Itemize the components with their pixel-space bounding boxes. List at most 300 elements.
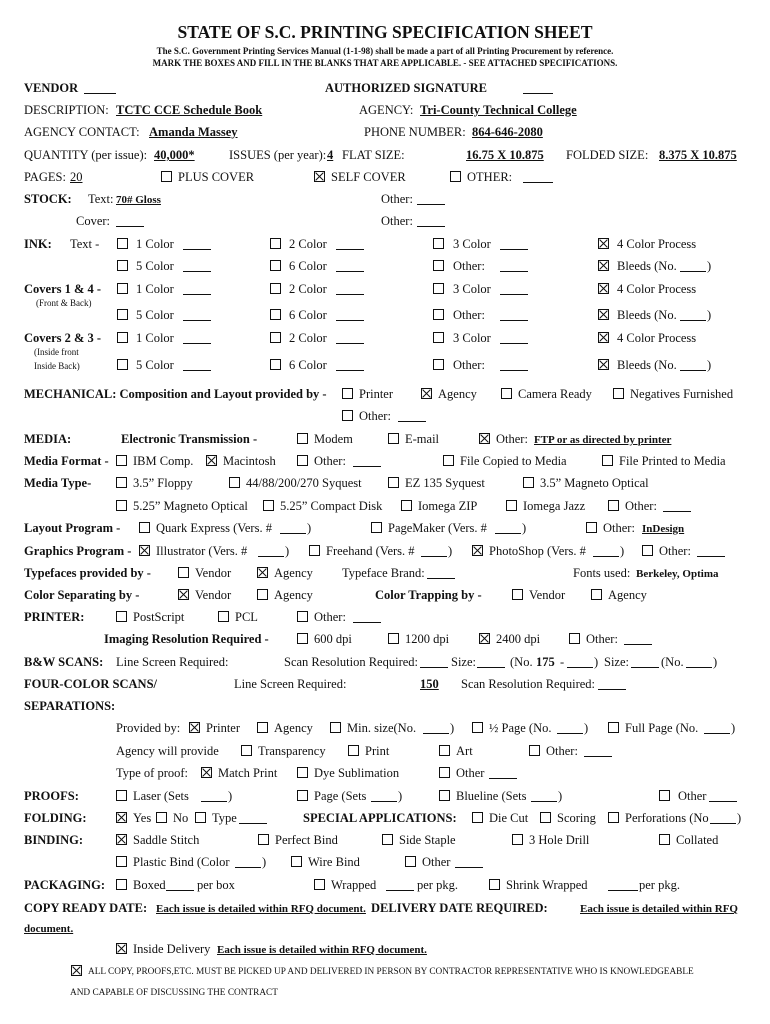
sep-agency-label: Agency [274, 588, 313, 602]
covers-2-3-note2: Inside Back) [34, 361, 80, 371]
bw-no2-blank[interactable] [686, 667, 712, 668]
folding-yes-label: Yes [133, 811, 152, 825]
fonts-used-label: Fonts used: [573, 566, 631, 580]
binding-3-hole-checkbox[interactable] [512, 834, 523, 845]
page-title: STATE OF S.C. PRINTING SPECIFICATION SHEET [177, 22, 593, 42]
folding-no-checkbox[interactable] [156, 812, 167, 823]
covers23-1-color-label: 1 Color [136, 331, 174, 345]
binding-side-staple-checkbox[interactable] [382, 834, 393, 845]
media-modem-label: Modem [314, 432, 353, 446]
media-email-checkbox[interactable] [388, 433, 399, 444]
sep-min-size-blank[interactable] [423, 733, 449, 734]
covers14-3-color-label: 3 Color [453, 282, 491, 296]
copy-ready-date-value[interactable]: Each issue is detailed within RFQ document. [156, 903, 366, 915]
graphics-freehand-version-blank[interactable] [421, 556, 447, 557]
folding-yes-checkbox[interactable] [116, 812, 127, 823]
pages-value[interactable]: 20 [70, 170, 83, 184]
ink-text-2-color-blank[interactable] [336, 249, 364, 250]
separations-label: SEPARATIONS: [24, 699, 116, 713]
format-other-checkbox[interactable] [297, 455, 308, 466]
typefaces-agency-checkbox[interactable] [257, 567, 268, 578]
type-other-blank[interactable] [663, 511, 691, 512]
type-jazz-label: Iomega Jazz [523, 499, 586, 513]
agency-contact-label: AGENCY CONTACT: [24, 125, 140, 139]
covers23-2-color-label: 2 Color [289, 331, 327, 345]
ink-text-other-blank[interactable] [500, 271, 528, 272]
phone-value[interactable]: 864-646-2080 [472, 125, 543, 139]
electronic-transmission-label: Electronic Transmission - [121, 432, 258, 446]
covers23-4-color-label: 4 Color Process [617, 331, 697, 345]
media-other-label: Other: [496, 432, 528, 446]
layout-other-value[interactable]: InDesign [642, 523, 685, 535]
mech-printer-checkbox[interactable] [342, 388, 353, 399]
type-mo35-checkbox[interactable] [523, 477, 534, 488]
bw-size-label: Size: [451, 655, 476, 669]
binding-plastic-checkbox[interactable] [116, 856, 127, 867]
mech-agency-checkbox[interactable] [421, 388, 432, 399]
vendor-blank[interactable] [84, 93, 116, 94]
pack-boxed-checkbox[interactable] [116, 879, 127, 890]
sepprov-printer-checkbox[interactable] [189, 722, 200, 733]
special-applications-label: SPECIAL APPLICATIONS: [303, 811, 457, 825]
type-other-checkbox[interactable] [608, 500, 619, 511]
prov-transparency-checkbox[interactable] [241, 745, 252, 756]
stock-cover-other-label: Other: [381, 214, 413, 228]
type-mo35-label: 3.5” Magneto Optical [540, 476, 649, 490]
prov-other-label: Other: [546, 744, 578, 758]
proofs-page-blank[interactable] [371, 801, 397, 802]
trap-agency-checkbox[interactable] [591, 589, 602, 600]
proof-dye-sub-checkbox[interactable] [297, 767, 308, 778]
ink-text-5-color-label: 5 Color [136, 259, 174, 273]
layout-pagemaker-version-blank[interactable] [495, 533, 521, 534]
sep-vendor-checkbox[interactable] [178, 589, 189, 600]
all-copy-checkbox[interactable] [71, 965, 82, 976]
type-mo525-label: 5.25” Magneto Optical [133, 499, 248, 513]
agency-value[interactable]: Tri-County Technical College [420, 103, 577, 117]
dpi-other-blank[interactable] [624, 644, 652, 645]
other-cover-blank[interactable] [523, 182, 553, 183]
bw-size2-label: Size: [604, 655, 629, 669]
pack-shrink-label: Shrink Wrapped [506, 878, 588, 892]
plus-cover-checkbox[interactable] [161, 171, 172, 182]
covers14-6-color-checkbox[interactable] [270, 309, 281, 320]
ink-text-6-color-blank[interactable] [336, 271, 364, 272]
mech-other-label: Other: [359, 409, 391, 423]
printer-postscript-label: PostScript [133, 610, 185, 624]
covers23-5-color-blank[interactable] [183, 370, 211, 371]
graphics-other-checkbox[interactable] [642, 545, 653, 556]
four-color-scan-resolution-blank[interactable] [598, 689, 626, 690]
agency-will-provide-label: Agency will provide [116, 744, 219, 758]
description-label: DESCRIPTION: [24, 103, 109, 117]
covers-2-3-label: Covers 2 & 3 - [24, 331, 102, 345]
graphics-other-label: Other: [659, 544, 691, 558]
bw-size2-blank[interactable] [631, 667, 659, 668]
covers14-other-blank[interactable] [500, 320, 528, 321]
binding-other-blank[interactable] [455, 867, 483, 868]
ink-text-bleeds-blank[interactable] [680, 271, 706, 272]
type-floppy-checkbox[interactable] [116, 477, 127, 488]
covers23-bleeds-blank[interactable] [680, 370, 706, 371]
graphics-other-blank[interactable] [697, 556, 725, 557]
bw-no-blank[interactable] [567, 667, 593, 668]
mech-other-checkbox[interactable] [342, 410, 353, 421]
mech-camera-ready-label: Camera Ready [518, 387, 592, 401]
covers23-2-color-checkbox[interactable] [270, 332, 281, 343]
layout-other-label: Other: [603, 521, 635, 535]
covers23-6-color-blank[interactable] [336, 370, 364, 371]
prov-art-label: Art [456, 744, 473, 758]
covers23-bleeds-checkbox[interactable] [598, 359, 609, 370]
self-cover-label: SELF COVER [331, 170, 406, 184]
stock-cover-label: Cover: [76, 214, 111, 228]
covers14-4-color-checkbox[interactable] [598, 283, 609, 294]
binding-perfect-label: Perfect Bind [275, 833, 338, 847]
pack-wrapped-blank[interactable] [386, 890, 414, 891]
covers23-other-blank[interactable] [500, 370, 528, 371]
sepprov-agency-checkbox[interactable] [257, 722, 268, 733]
packaging-label: PACKAGING: [24, 878, 106, 892]
media-label: MEDIA: [24, 432, 72, 446]
sep-min-size-checkbox[interactable] [330, 722, 341, 733]
mech-camera-ready-checkbox[interactable] [501, 388, 512, 399]
covers14-other-checkbox[interactable] [433, 309, 444, 320]
trap-vendor-label: Vendor [529, 588, 566, 602]
format-file-printed-checkbox[interactable] [602, 455, 613, 466]
covers23-other-checkbox[interactable] [433, 359, 444, 370]
covers14-bleeds-blank[interactable] [680, 320, 706, 321]
binding-saddle-label: Saddle Stitch [133, 833, 200, 847]
ink-text-2-color-label: 2 Color [289, 237, 327, 251]
pack-wrapped-checkbox[interactable] [314, 879, 325, 890]
format-mac-label: Macintosh [223, 454, 276, 468]
dpi-1200-checkbox[interactable] [388, 633, 399, 644]
printer-other-checkbox[interactable] [297, 611, 308, 622]
plus-cover-label: PLUS COVER [178, 170, 255, 184]
special-perforations-close: ) [737, 811, 742, 825]
layout-pagemaker-label: PageMaker (Vers. # [388, 521, 487, 535]
pack-per-pkg-label: per pkg. [417, 878, 458, 892]
binding-saddle-checkbox[interactable] [116, 834, 127, 845]
type-floppy-label: 3.5” Floppy [133, 476, 193, 490]
ink-text-other-checkbox[interactable] [433, 260, 444, 271]
mech-printer-label: Printer [359, 387, 394, 401]
pack-boxed-label: Boxed [133, 878, 166, 892]
special-perforations-label: Perforations (No [625, 811, 709, 825]
bw-scan-resolution-label: Scan Resolution Required: [284, 655, 419, 669]
bw-scan-resolution-blank[interactable] [420, 667, 448, 668]
stock-text-other-blank[interactable] [417, 204, 445, 205]
sepprov-agency-label: Agency [274, 721, 313, 735]
covers23-bleeds-label: Bleeds (No. [617, 358, 677, 372]
self-cover-checkbox[interactable] [314, 171, 325, 182]
covers14-4-color-label: 4 Color Process [617, 282, 697, 296]
layout-quark-version-blank[interactable] [280, 533, 306, 534]
covers14-2-color-checkbox[interactable] [270, 283, 281, 294]
graphics-freehand-checkbox[interactable] [309, 545, 320, 556]
stock-cover-blank[interactable] [116, 226, 144, 227]
prov-other-checkbox[interactable] [529, 745, 540, 756]
dpi-2400-checkbox[interactable] [479, 633, 490, 644]
ink-text-1-color-blank[interactable] [183, 249, 211, 250]
typeface-brand-label: Typeface Brand: [342, 566, 425, 580]
proofs-blueline-checkbox[interactable] [439, 790, 450, 801]
bw-no-label: (No. [510, 655, 533, 669]
ink-text-bleeds-label: Bleeds (No. [617, 259, 677, 273]
binding-collated-checkbox[interactable] [659, 834, 670, 845]
covers-1-4-label: Covers 1 & 4 - [24, 282, 102, 296]
media-modem-checkbox[interactable] [297, 433, 308, 444]
color-separating-label: Color Separating by - [24, 588, 140, 602]
ink-text-bleeds-close: ) [707, 259, 712, 273]
binding-other-checkbox[interactable] [405, 856, 416, 867]
format-ibm-checkbox[interactable] [116, 455, 127, 466]
proofs-blueline-close: ) [558, 789, 563, 803]
format-mac-checkbox[interactable] [206, 455, 217, 466]
layout-quark-label: Quark Express (Vers. # [156, 521, 272, 535]
sep-agency-checkbox[interactable] [257, 589, 268, 600]
graphics-photoshop-version-blank[interactable] [593, 556, 619, 557]
proofs-blueline-label: Blueline (Sets [456, 789, 527, 803]
folded-size-value[interactable]: 8.375 X 10.875 [659, 148, 737, 162]
subtitle-instructions: MARK THE BOXES AND FILL IN THE BLANKS THAT ARE APPLICABLE. - SEE ATTACHED SPECIFICATIONS. [152, 58, 618, 68]
covers14-1-color-label: 1 Color [136, 282, 174, 296]
typefaces-vendor-checkbox[interactable] [178, 567, 189, 578]
covers14-5-color-blank[interactable] [183, 320, 211, 321]
covers14-2-color-blank[interactable] [336, 294, 364, 295]
format-file-copied-checkbox[interactable] [443, 455, 454, 466]
agency-contact-value[interactable]: Amanda Massey [149, 125, 238, 139]
printer-pcl-checkbox[interactable] [218, 611, 229, 622]
delivery-date-value[interactable]: Each issue is detailed within RFQ [580, 903, 738, 915]
signature-blank[interactable] [523, 93, 553, 94]
prov-art-checkbox[interactable] [439, 745, 450, 756]
type-mo525-checkbox[interactable] [116, 500, 127, 511]
ink-text-1-color-label: 1 Color [136, 237, 174, 251]
ink-text-bleeds-checkbox[interactable] [598, 260, 609, 271]
ink-text-6-color-label: 6 Color [289, 259, 327, 273]
dpi-other-checkbox[interactable] [569, 633, 580, 644]
ink-text-5-color-checkbox[interactable] [117, 260, 128, 271]
graphics-photoshop-close: ) [620, 544, 625, 558]
covers23-3-color-checkbox[interactable] [433, 332, 444, 343]
stock-text-value[interactable]: 70# Gloss [116, 194, 161, 206]
type-cd525-checkbox[interactable] [263, 500, 274, 511]
prov-print-label: Print [365, 744, 390, 758]
quantity-value[interactable]: 40,000* [154, 148, 195, 162]
pack-boxed-blank[interactable] [166, 890, 194, 891]
prov-print-checkbox[interactable] [348, 745, 359, 756]
covers14-bleeds-checkbox[interactable] [598, 309, 609, 320]
proofs-laser-checkbox[interactable] [116, 790, 127, 801]
pack-shrink-blank[interactable] [608, 890, 638, 891]
mech-other-blank[interactable] [398, 421, 426, 422]
type-jazz-checkbox[interactable] [506, 500, 517, 511]
sep-half-page-blank[interactable] [557, 733, 583, 734]
special-die-cut-checkbox[interactable] [472, 812, 483, 823]
covers23-5-color-label: 5 Color [136, 358, 174, 372]
ink-text-4-color-checkbox[interactable] [598, 238, 609, 249]
proofs-other-label: Other [678, 789, 707, 803]
ink-text-2-color-checkbox[interactable] [270, 238, 281, 249]
folded-size-label: FOLDED SIZE: [566, 148, 649, 162]
covers23-4-color-checkbox[interactable] [598, 332, 609, 343]
authorized-signature-label: AUTHORIZED SIGNATURE [325, 81, 487, 95]
covers23-6-color-checkbox[interactable] [270, 359, 281, 370]
all-copy-notice-line2: AND CAPABLE OF DISCUSSING THE CONTRACT [70, 988, 278, 998]
covers23-1-color-blank[interactable] [183, 343, 211, 344]
proofs-blueline-blank[interactable] [531, 801, 557, 802]
graphics-illustrator-label: Illustrator (Vers. # [156, 544, 248, 558]
stock-label: STOCK: [24, 192, 72, 206]
delivery-date-value-cont[interactable]: document. [24, 923, 74, 935]
special-scoring-checkbox[interactable] [540, 812, 551, 823]
sep-half-page-checkbox[interactable] [472, 722, 483, 733]
sep-full-page-blank[interactable] [704, 733, 730, 734]
inside-delivery-checkbox[interactable] [116, 943, 127, 954]
bw-no2-label: (No. [661, 655, 684, 669]
pack-per-pkg2-label: per pkg. [639, 878, 680, 892]
ink-text-6-color-checkbox[interactable] [270, 260, 281, 271]
four-color-line-screen-value[interactable]: 150 [420, 677, 439, 691]
typefaces-label: Typefaces provided by - [24, 566, 151, 580]
folding-type-blank[interactable] [239, 823, 267, 824]
bw-size-blank[interactable] [477, 667, 505, 668]
covers14-6-color-blank[interactable] [336, 320, 364, 321]
covers14-bleeds-close: ) [707, 308, 712, 322]
subtitle-manual: The S.C. Government Printing Services Manual (1-1-98) shall be made a part of all Printing Procurement by reference. [156, 46, 614, 56]
trap-vendor-checkbox[interactable] [512, 589, 523, 600]
type-ez135-checkbox[interactable] [388, 477, 399, 488]
graphics-photoshop-label: PhotoShop (Vers. # [489, 544, 586, 558]
layout-pagemaker-checkbox[interactable] [371, 522, 382, 533]
covers23-5-color-checkbox[interactable] [117, 359, 128, 370]
covers14-5-color-checkbox[interactable] [117, 309, 128, 320]
four-color-scan-resolution-label: Scan Resolution Required: [461, 677, 596, 691]
proof-other-checkbox[interactable] [439, 767, 450, 778]
proofs-page-checkbox[interactable] [297, 790, 308, 801]
printer-other-blank[interactable] [353, 622, 381, 623]
printer-postscript-checkbox[interactable] [116, 611, 127, 622]
color-trapping-label: Color Trapping by - [375, 588, 482, 602]
type-syquest-checkbox[interactable] [229, 477, 240, 488]
binding-other-label: Other [422, 855, 451, 869]
bw-no2-close: ) [713, 655, 718, 669]
graphics-illustrator-checkbox[interactable] [139, 545, 150, 556]
inside-delivery-value[interactable]: Each issue is detailed within RFQ document. [217, 944, 427, 956]
layout-other-checkbox[interactable] [586, 522, 597, 533]
mech-negatives-checkbox[interactable] [613, 388, 624, 399]
binding-perfect-checkbox[interactable] [258, 834, 269, 845]
description-value[interactable]: TCTC CCE Schedule Book [116, 103, 263, 117]
special-perforations-blank[interactable] [710, 823, 736, 824]
covers-2-3-note1: (Inside front [34, 347, 79, 357]
type-zip-checkbox[interactable] [401, 500, 412, 511]
format-other-blank[interactable] [353, 466, 381, 467]
covers14-1-color-checkbox[interactable] [117, 283, 128, 294]
ink-text-3-color-blank[interactable] [500, 249, 528, 250]
proofs-laser-close: ) [228, 789, 233, 803]
covers14-3-color-blank[interactable] [500, 294, 528, 295]
pages-label: PAGES: [24, 170, 66, 184]
proofs-other-blank[interactable] [709, 801, 737, 802]
covers14-3-color-checkbox[interactable] [433, 283, 444, 294]
bw-no-value[interactable]: 175 [536, 655, 555, 669]
covers23-3-color-blank[interactable] [500, 343, 528, 344]
graphics-photoshop-checkbox[interactable] [472, 545, 483, 556]
copy-ready-date-label: COPY READY DATE: [24, 901, 148, 915]
proofs-other-checkbox[interactable] [659, 790, 670, 801]
folding-label: FOLDING: [24, 811, 87, 825]
covers14-1-color-blank[interactable] [183, 294, 211, 295]
prov-other-blank[interactable] [584, 756, 612, 757]
binding-plastic-close: ) [262, 855, 267, 869]
proof-other-blank[interactable] [489, 778, 517, 779]
issues-label: ISSUES (per year): [229, 148, 327, 162]
covers23-6-color-label: 6 Color [289, 358, 327, 372]
pack-shrink-checkbox[interactable] [489, 879, 500, 890]
stock-cover-other-blank[interactable] [417, 226, 445, 227]
provided-by-label: Provided by: [116, 721, 181, 735]
typeface-brand-blank[interactable] [427, 578, 455, 579]
sep-full-page-checkbox[interactable] [608, 722, 619, 733]
covers23-1-color-checkbox[interactable] [117, 332, 128, 343]
sep-half-page-label: ½ Page (No. [489, 721, 552, 735]
bw-scans-label: B&W SCANS: [24, 655, 104, 669]
sep-half-page-close: ) [584, 721, 589, 735]
other-cover-checkbox[interactable] [450, 171, 461, 182]
flat-size-label: FLAT SIZE: [342, 148, 405, 162]
ink-text-5-color-blank[interactable] [183, 271, 211, 272]
proof-match-print-checkbox[interactable] [201, 767, 212, 778]
ink-text-3-color-checkbox[interactable] [433, 238, 444, 249]
ink-text-1-color-checkbox[interactable] [117, 238, 128, 249]
fonts-used-value[interactable]: Berkeley, Optima [636, 568, 719, 580]
binding-wire-checkbox[interactable] [291, 856, 302, 867]
issues-value[interactable]: 4 [327, 148, 334, 162]
media-other-checkbox[interactable] [479, 433, 490, 444]
sep-vendor-label: Vendor [195, 588, 232, 602]
graphics-illustrator-close: ) [285, 544, 290, 558]
folding-type-checkbox[interactable] [195, 812, 206, 823]
media-email-label: E-mail [405, 432, 440, 446]
covers14-2-color-label: 2 Color [289, 282, 327, 296]
layout-program-label: Layout Program - [24, 521, 121, 535]
other-cover-label: OTHER: [467, 170, 513, 184]
ink-text-label: Text - [70, 237, 100, 251]
type-of-proof-label: Type of proof: [116, 766, 189, 780]
graphics-illustrator-version-blank[interactable] [258, 556, 284, 557]
covers23-other-label: Other: [453, 358, 485, 372]
mech-negatives-label: Negatives Furnished [630, 387, 734, 401]
binding-plastic-blank[interactable] [235, 867, 261, 868]
flat-size-value[interactable]: 16.75 X 10.875 [466, 148, 544, 162]
proofs-laser-blank[interactable] [201, 801, 227, 802]
special-perforations-checkbox[interactable] [608, 812, 619, 823]
proofs-page-close: ) [398, 789, 403, 803]
type-syquest-label: 44/88/200/270 Syquest [246, 476, 362, 490]
graphics-freehand-close: ) [448, 544, 453, 558]
covers-1-4-note: (Front & Back) [36, 298, 92, 308]
pack-wrapped-label: Wrapped [331, 878, 377, 892]
dpi-600-checkbox[interactable] [297, 633, 308, 644]
layout-quark-checkbox[interactable] [139, 522, 150, 533]
type-ez135-label: EZ 135 Syquest [405, 476, 485, 490]
covers14-6-color-label: 6 Color [289, 308, 327, 322]
media-other-value[interactable]: FTP or as directed by printer [534, 434, 672, 446]
covers23-2-color-blank[interactable] [336, 343, 364, 344]
